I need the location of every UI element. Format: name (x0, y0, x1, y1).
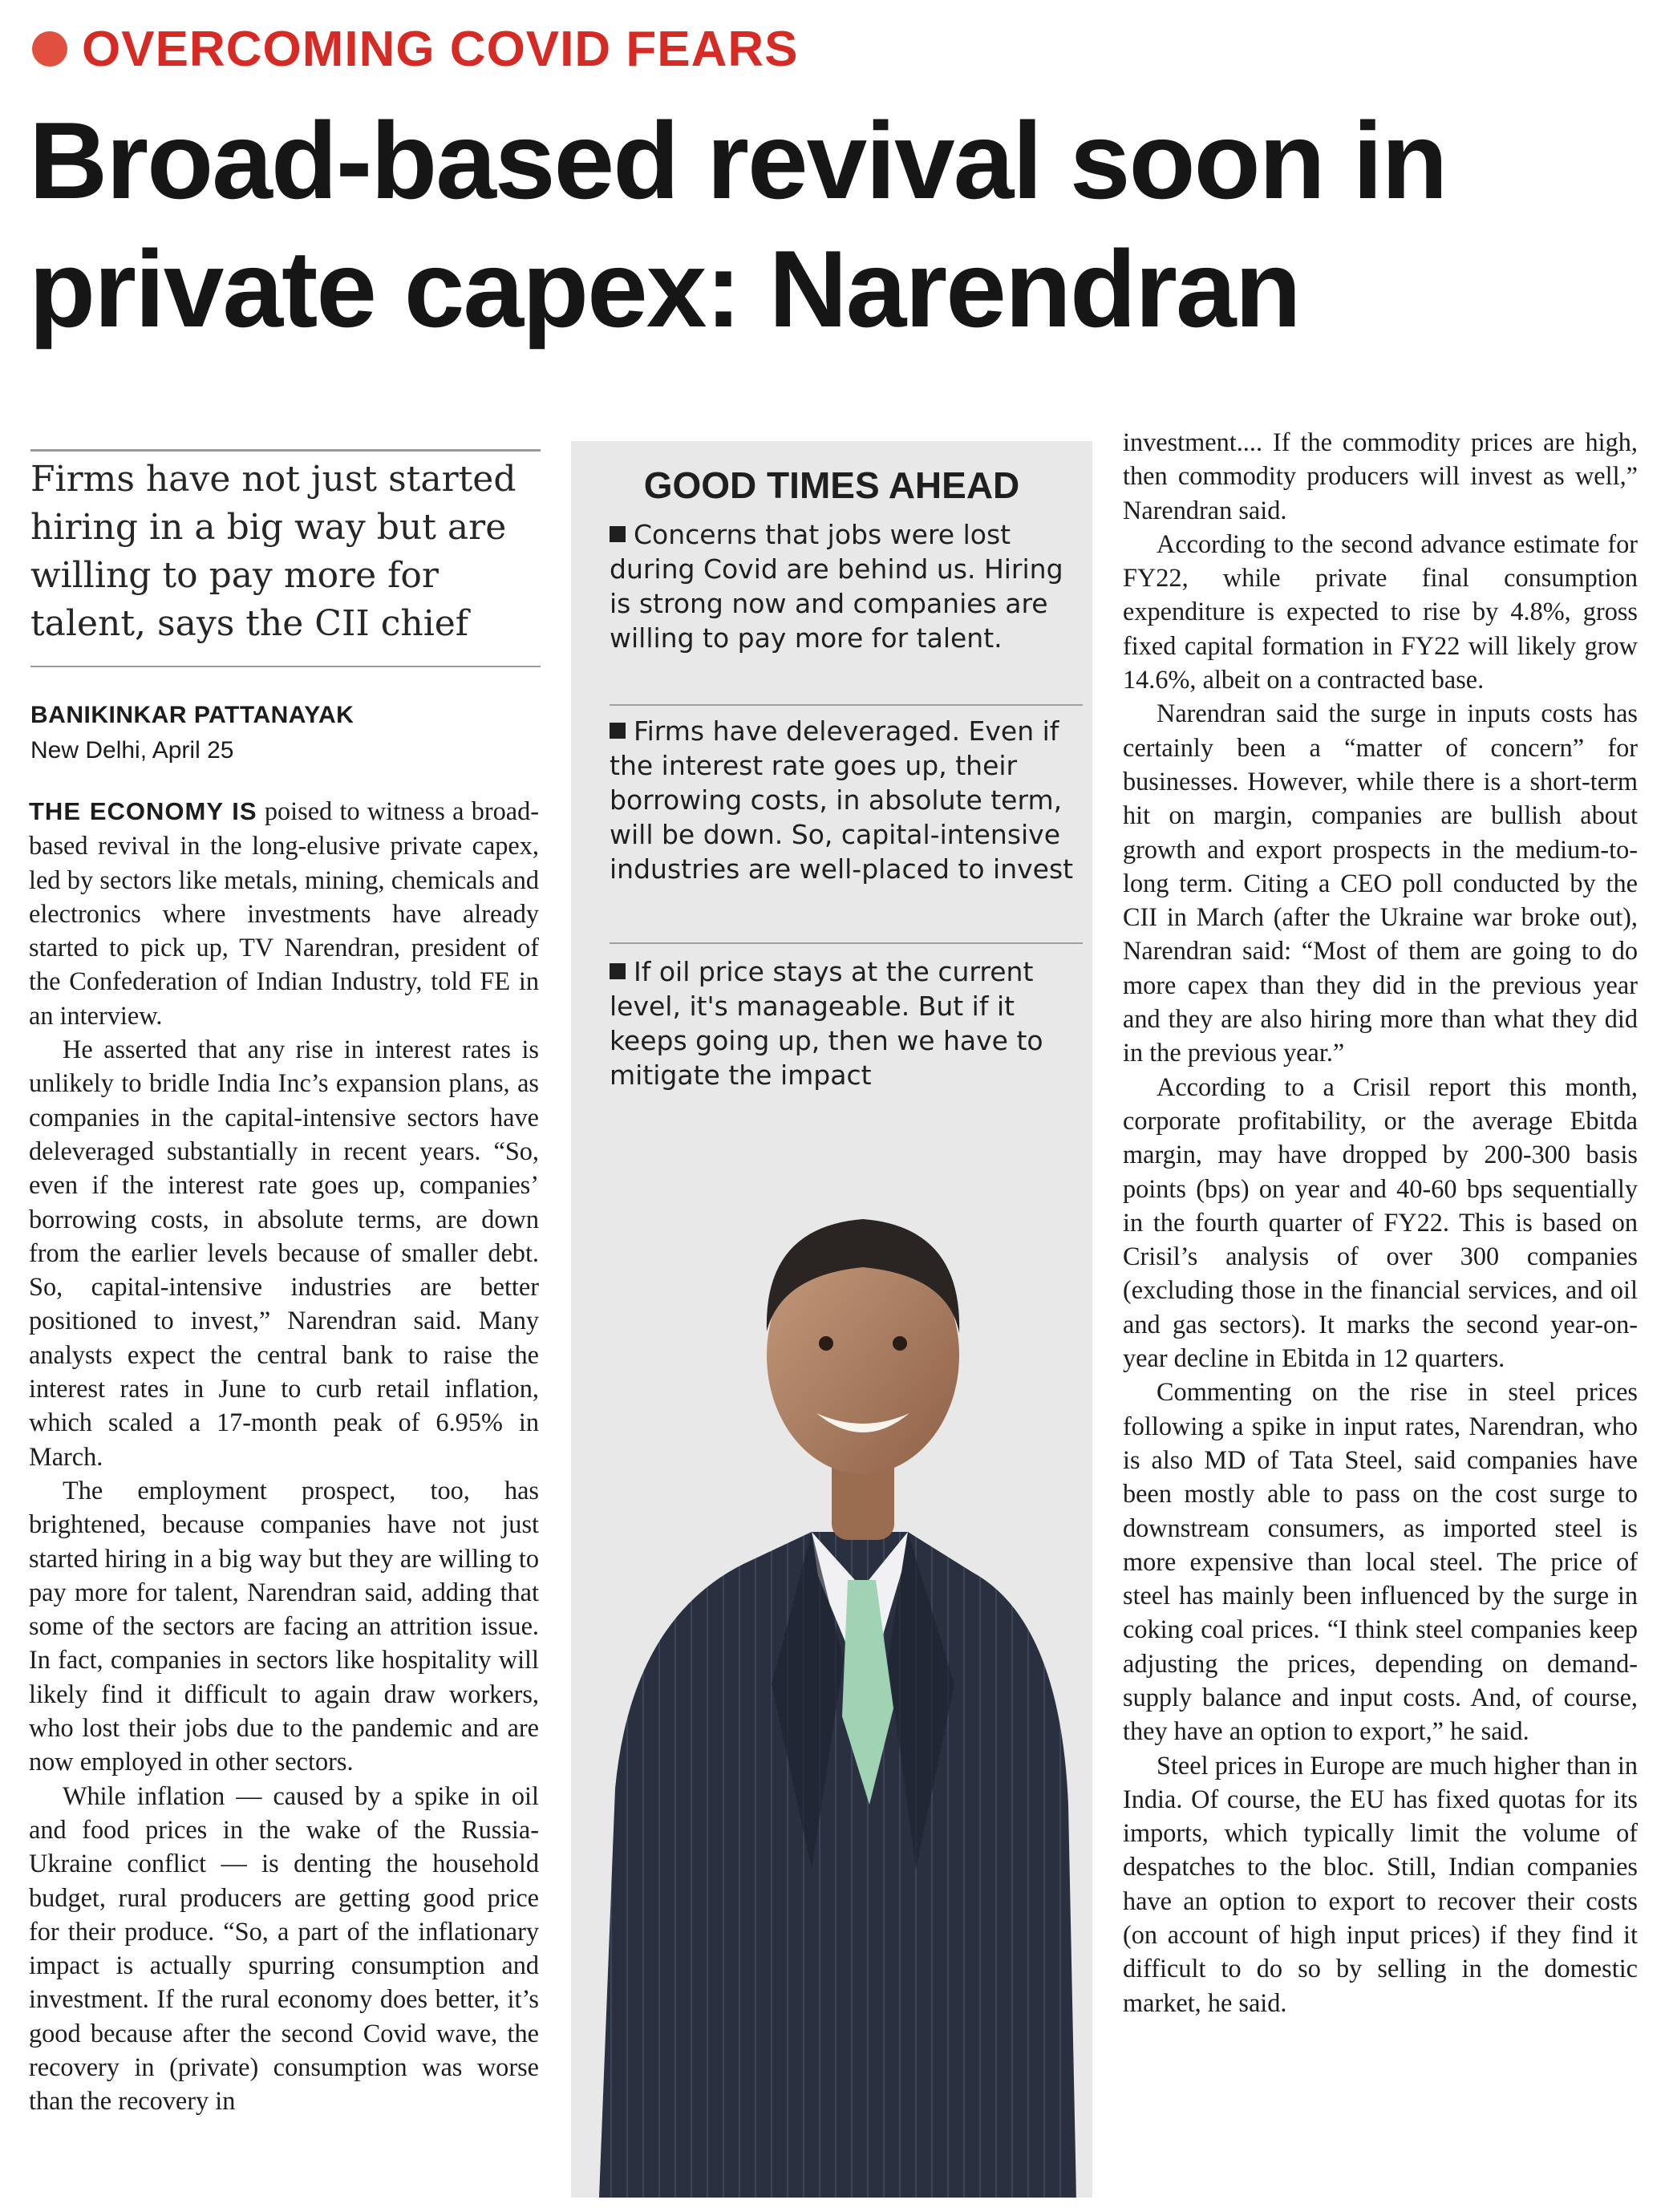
portrait-photo (571, 1099, 1092, 2198)
body-paragraph: According to a Crisil report this month, corporate profitability, or the average Ebitda margin, may have dropped by 200-300 basis points (bps) on year and 40-60 bps sequentially in the fourth quarter of FY22. This is based on Crisil’s analysis of over 300 companies (excluding those in the financial services, and oil and gas sectors). It marks the second year-on-year decline in Ebitda in 12 quarters. (1123, 1072, 1638, 1373)
sidebar-divider (610, 704, 1083, 706)
body-paragraph: investment.... If the commodity prices are high, then commodity producers will invest as well,” Narendran said. (1123, 427, 1638, 525)
eye-left (819, 1336, 833, 1351)
eye-right (893, 1336, 907, 1351)
sidebar-divider (610, 942, 1083, 944)
byline-dateline: New Delhi, April 25 (30, 737, 234, 764)
headline-line-2: private capex: Narendran (29, 228, 1300, 350)
deck-top-rule (30, 449, 541, 452)
body-paragraph: According to the second advance estimate for FY22, while private final consumption expenditure is expected to rise by 4.8%, gross fixed capital formation in FY22 will likely grow 14.6%, albeit on a contracted base. (1123, 529, 1638, 695)
body-paragraph (29, 794, 539, 1032)
suit-jacket (599, 1532, 1076, 2198)
kicker-bullet-icon (32, 31, 67, 67)
sidebar-item-text: If oil price stays at the current level, it's manageable. But if it keeps going up, then we have to mitigate the impact (610, 956, 1043, 1091)
body-paragraph: Commenting on the rise in steel prices following a spike in input rates, Narendran, who is also MD of Tata Steel, said companies have been mostly able to pass on the cost surge to downstream consumers, as imported steel is more expensive than local steel. The price of steel has mainly been influenced by the surge in coking coal prices. “I think steel companies keep adjusting the prices, depending on demand-supply balance and input costs. And, of course, they have an option to export,” he said. (1123, 1377, 1638, 1746)
sidebar-item (610, 517, 1083, 655)
body-column-left (29, 794, 539, 2118)
sidebar-good-times-ahead (571, 441, 1092, 2198)
lead-in: THE ECONOMY IS (29, 797, 257, 825)
headline (29, 96, 1649, 353)
body-column-right (1123, 425, 1638, 2020)
standfirst: Firms have not just started hiring in a big way but are willing to pay more for talent, says the CII chief (30, 459, 516, 644)
sidebar-title: GOOD TIMES AHEAD (643, 464, 1020, 506)
square-bullet-icon (610, 963, 626, 979)
kicker-text: OVERCOMING COVID FEARS (82, 21, 799, 77)
deck-bottom-rule (30, 666, 541, 667)
byline-author: BANIKINKAR PATTANAYAK (30, 702, 354, 728)
body-paragraph: Steel prices in Europe are much higher than in India. Of course, the EU has fixed quotas for its imports, which typically limit the volume of despatches to the bloc. Still, Indian companies have an option to export to recover their costs (on account of high input prices) if they find it difficult to do so by selling in the domestic market, he said. (1123, 1750, 1638, 2017)
body-paragraph: Narendran said the surge in inputs costs has certainly been a “matter of concern” for businesses. However, while there is a short-term hit on margin, companies are bullish about growth and export prospects in the medium-to-long term. Citing a CEO poll conducted by the CII in March (after the Ukraine war broke out), Narendran said: “Most of them are going to do more capex than they did in the previous year and they are also hiring more than what they did in the previous year.” (1123, 699, 1638, 1068)
sidebar-item (610, 954, 1083, 1092)
body-paragraph: He asserted that any rise in interest rates is unlikely to bridle India Inc’s expansion plans, as companies in the capital-intensive sectors have deleveraged substantially in recent years. “So, even if the interest rate goes up, companies’ borrowing costs, in absolute terms, are down from the earlier levels because of smaller debt. So, capital-intensive industries are better positioned to invest,” Narendran said. Many analysts expect the central bank to raise the interest rates in June to curb retail inflation, which scaled a 17-month peak of 6.95% in March. (29, 1035, 539, 1471)
headline-line-1: Broad-based revival soon in (29, 99, 1447, 221)
section-kicker (32, 21, 799, 77)
square-bullet-icon (610, 723, 626, 739)
body-paragraph: The employment prospect, too, has brightened, because companies have not just started hiring in a big way but they are willing to pay more for talent, Narendran said, adding that some of the sectors are facing an attrition issue. In fact, companies in sectors like hospitality will likely find it difficult to again draw workers, who lost their jobs due to the pandemic and are now employed in other sectors. (29, 1475, 539, 1776)
paragraph-text: poised to witness a broad-based revival in the long-elusive private capex, led by sectors like metals, mining, chemicals and electronics where investments have already started to pick up, TV Narendran, president of the Confederation of Indian Industry, told FE in an interview. (29, 796, 539, 1030)
body-paragraph: While inflation — caused by a spike in oil and food prices in the wake of the Russia-Ukraine conflict — is denting the household budget, rural producers are getting good price for their produce. “So, a part of the inflationary impact is actually spurring consumption and investment. If the rural economy does better, it’s good because after the second Covid wave, the recovery in (private) consumption was worse than the recovery in (29, 1781, 539, 2116)
sidebar-item-text: Firms have deleveraged. Even if the interest rate goes up, their borrowing costs, in absolute term, will be down. So, capital-intensive industries are well-placed to invest (610, 715, 1074, 885)
sidebar-item (610, 714, 1083, 886)
square-bullet-icon (610, 526, 626, 542)
byline (30, 698, 544, 768)
sidebar-item-text: Concerns that jobs were lost during Covid are behind us. Hiring is strong now and companies are willing to pay more for talent. (610, 519, 1063, 654)
